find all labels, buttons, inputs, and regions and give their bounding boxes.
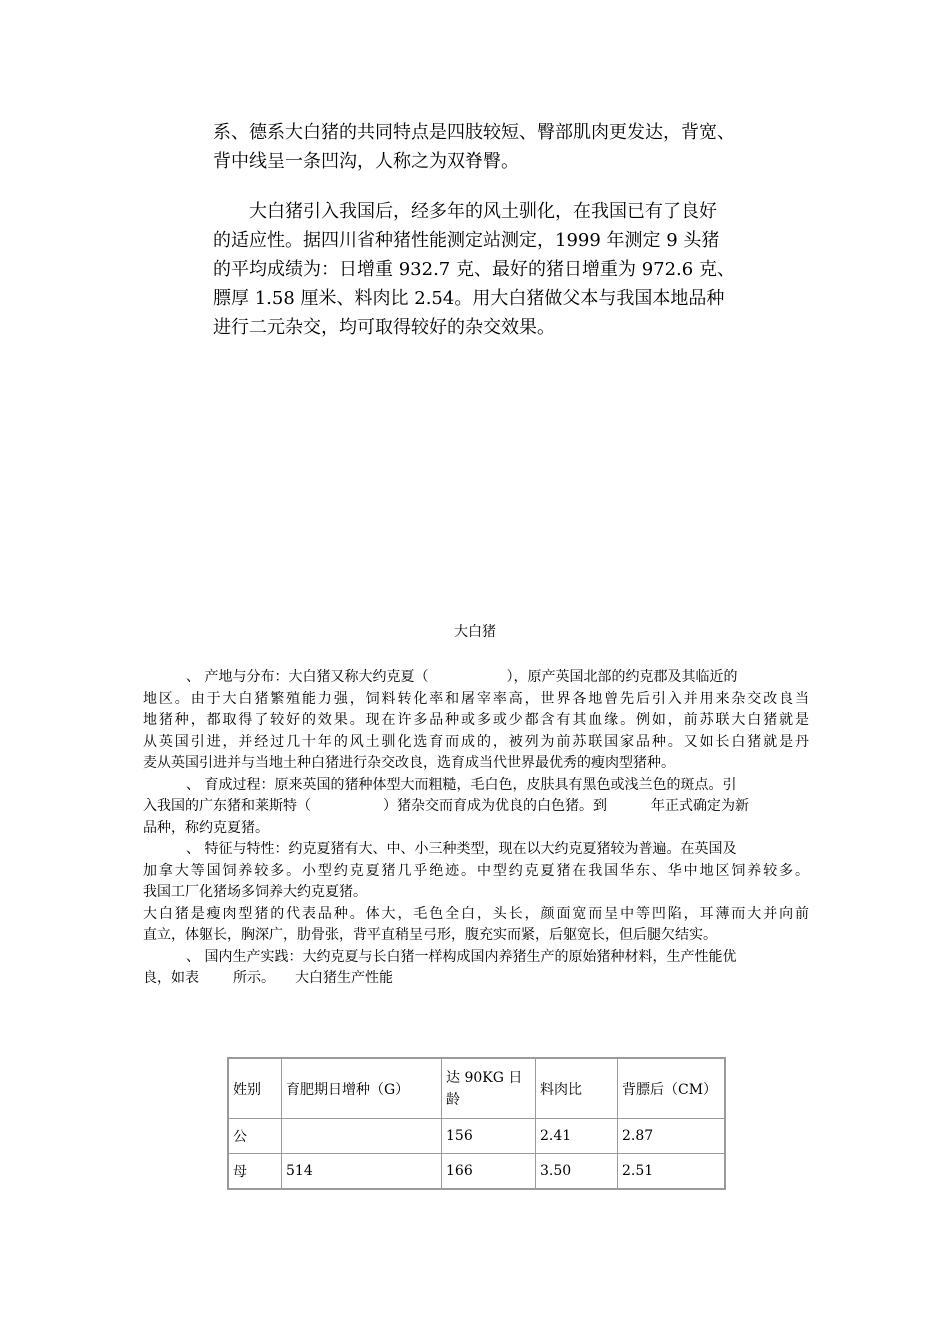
table-cell: 514 — [282, 1154, 442, 1190]
text-line: 的适应性。据四川省种猪性能测定站测定，1999 年测定 9 头猪 — [213, 230, 720, 251]
text-fragment: 入我国的广东猪和莱斯特（ — [143, 798, 311, 814]
text-fragment: 所示。 — [233, 970, 275, 986]
text-line: 品种，称约克夏猪。 — [143, 819, 269, 836]
paragraph-2 — [213, 197, 753, 342]
table-header-cell: 姓别 — [228, 1058, 282, 1119]
text-line: 背中线呈一条凹沟，人称之为双脊臀。 — [213, 151, 519, 172]
table-cell: 2.41 — [536, 1119, 618, 1154]
table-cell: 母 — [228, 1154, 282, 1190]
text-line: 系、德系大白猪的共同特点是四肢较短、臀部肌肉更发达，背宽、 — [213, 122, 735, 143]
top-text-block — [213, 118, 753, 363]
text-line: 地猪种，都取得了较好的效果。现在许多品种或多或少都含有其血缘。例如，前苏联大白猪就是 — [143, 712, 809, 728]
text-fragment: ），原产英国北部的约克郡及其临近的 — [506, 669, 738, 685]
text-line: 的平均成绩为：日增重 932.7 克、最好的猪日增重为 972.6 克、 — [213, 259, 735, 280]
text-line: 、 特征与特性：约克夏猪有大、中、小三种类型，现在以大约克夏猪较为普遍。在英国及 — [186, 841, 737, 857]
text-line: 大白猪引入我国后，经多年的风土驯化，在我国已有了良好 — [249, 201, 717, 222]
table-header-cell: 达 90KG 日龄 — [442, 1058, 536, 1119]
text-line: 我国工厂化猪场多饲养大约克夏猪。 — [143, 884, 367, 900]
text-line — [143, 667, 809, 689]
text-fragment: 良，如表 — [143, 970, 199, 986]
text-fragment: 年正式确定为新 — [651, 798, 749, 814]
text-line: 、 国内生产实践：大约克夏与长白猪一样构成国内养猪生产的原始猪种材料，生产性能优 — [186, 948, 737, 965]
section-title: 大白猪 — [454, 624, 496, 640]
table-cell — [282, 1119, 442, 1154]
text-line: 进行二元杂交，均可取得较好的杂交效果。 — [213, 317, 555, 338]
table-cell: 166 — [442, 1154, 536, 1190]
table-cell: 2.51 — [618, 1154, 726, 1190]
text-line: 地区。由于大白猪繁殖能力强，饲料转化率和屠宰率高，世界各地曾先后引入并用来杂交改良当 — [143, 690, 809, 707]
text-line: 膘厚 1.58 厘米、料肉比 2.54。用大白猪做父本与我国本地品种 — [213, 288, 725, 309]
table-cell: 公 — [228, 1119, 282, 1154]
performance-table — [227, 1057, 726, 1190]
paragraph-1 — [213, 118, 753, 176]
text-line: 从英国引进，并经过几十年的风土驯化选育而成的，被列为前苏联国家品种。又如长白猪就是丹 — [143, 733, 809, 750]
text-line — [143, 968, 809, 990]
table-cell: 3.50 — [536, 1154, 618, 1190]
table-cell: 156 — [442, 1119, 536, 1154]
table-row — [228, 1119, 725, 1154]
table-row — [228, 1154, 725, 1190]
table-cell: 2.87 — [618, 1119, 726, 1154]
table-caption: 大白猪生产性能 — [295, 970, 393, 986]
text-line: 大白猪是瘦肉型猪的代表品种。体大，毛色全白，头长，颜面宽而呈中等凹陷，耳薄而大并向前 — [143, 905, 809, 922]
text-line — [143, 796, 809, 818]
body-text-block — [143, 667, 809, 990]
table-header-cell: 料肉比 — [536, 1058, 618, 1119]
text-line: 麦从英国引进并与当地土种白猪进行杂交改良，选育成当代世界最优秀的瘦肉型猪种。 — [143, 755, 675, 771]
table-header-row — [228, 1058, 725, 1119]
text-fragment: 、 产地与分布：大白猪又称大约克夏（ — [186, 669, 429, 685]
text-line: 直立，体躯长，胸深广，肋骨张，背平直稍呈弓形，腹充实而紧，后躯宽长，但后腿欠结实。 — [143, 927, 717, 943]
table-header-cell: 背膘后（CM） — [618, 1058, 726, 1119]
text-line: 加拿大等国饲养较多。小型约克夏猪几乎绝迹。中型约克夏猪在我国华东、华中地区饲养较多。 — [143, 862, 809, 879]
text-fragment: ）猪杂交而育成为优良的白色猪。到 — [383, 798, 607, 814]
text-line: 、 育成过程：原来英国的猪种体型大而粗糙，毛白色，皮肤具有黑色或浅兰色的斑点。引 — [186, 776, 737, 793]
table-header-cell: 育肥期日增种（G） — [282, 1058, 442, 1119]
